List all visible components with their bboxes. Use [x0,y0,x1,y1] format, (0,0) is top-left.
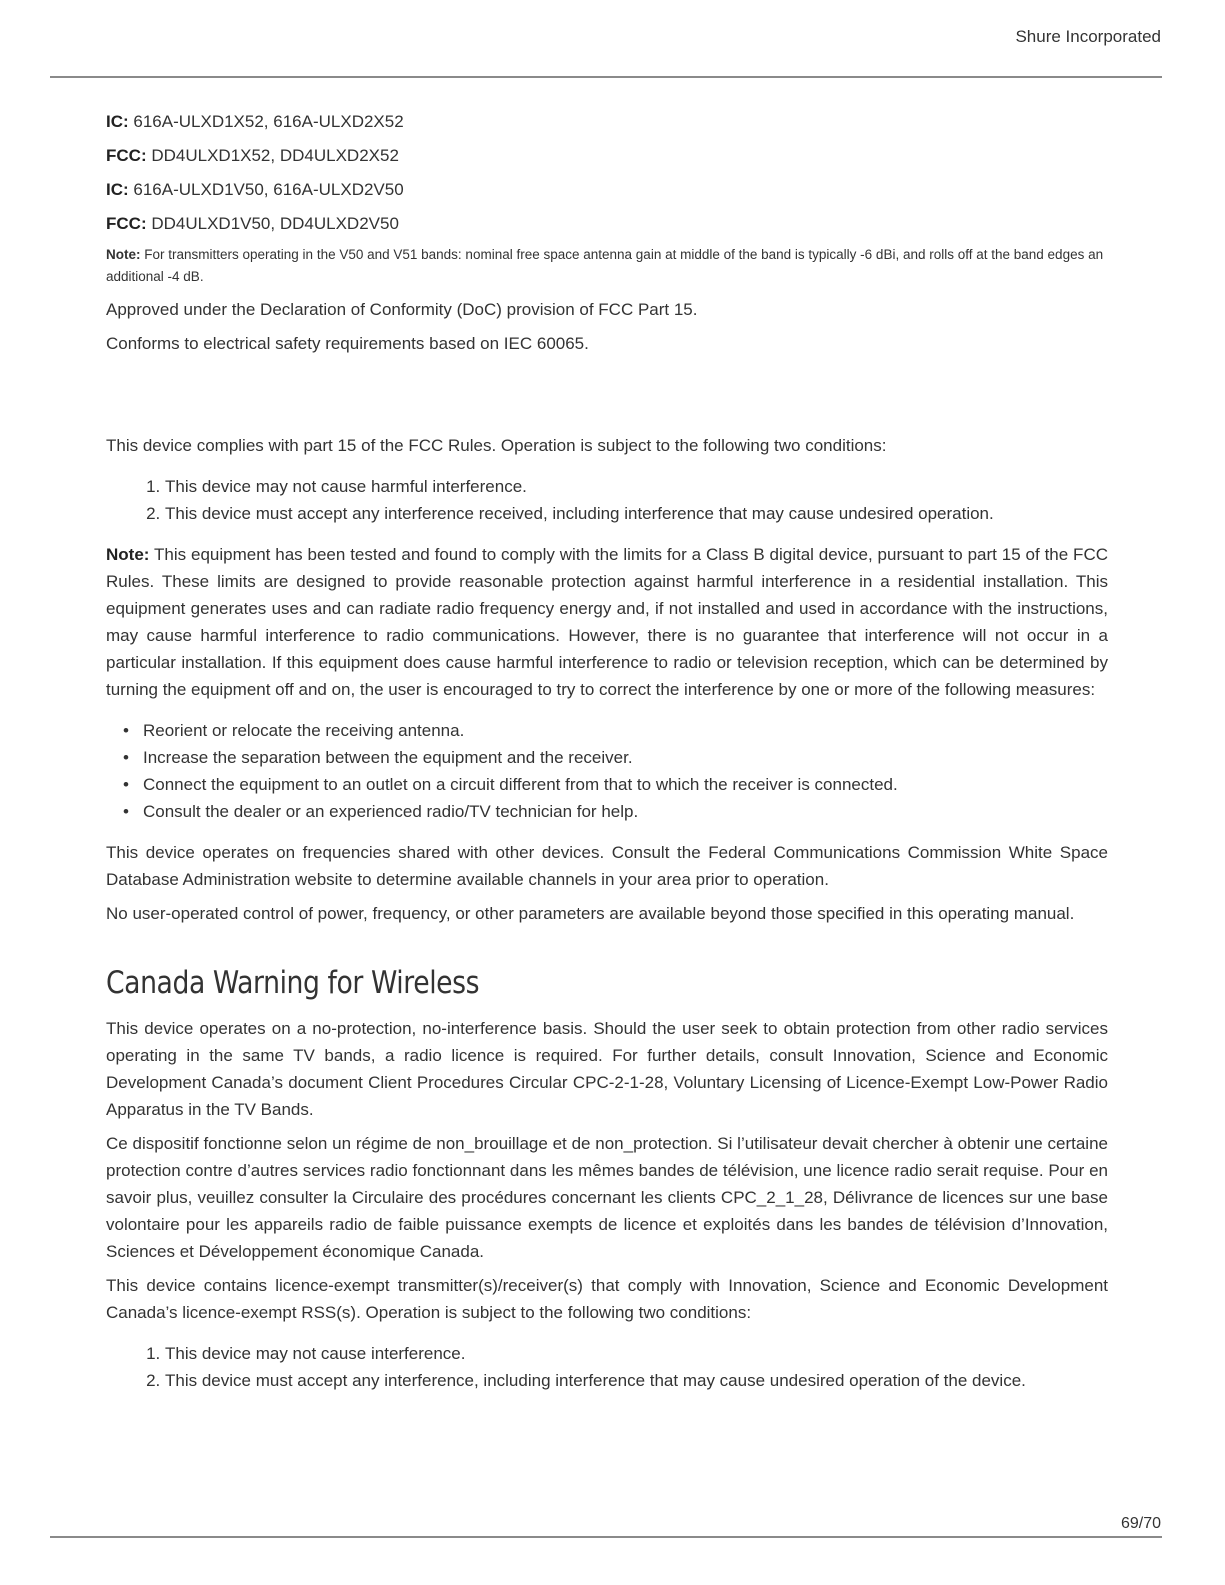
fcc-intro: This device complies with part 15 of the FCC Rules. Operation is subject to the following two conditions: [106,436,887,455]
list-item-text: Reorient or relocate the receiving antenna. [143,721,465,740]
no-user-control-notice: No user-operated control of power, frequency, or other parameters are available beyond those specified in this operating manual. [106,904,1075,923]
list-item: 1. This device may not cause harmful interference. [165,473,1108,500]
certification-label: FCC: [106,214,147,233]
bullet-icon: • [123,802,129,821]
list-item: 2. This device must accept any interference received, including interference that may cause undesired operation. [165,500,1108,527]
canada-rss-intro: This device contains licence-exempt transmitter(s)/receiver(s) that comply with Innovation, Science and Economic Development Canada’s licence-exempt RSS(s). Operation is subject to the following two conditions: [106,1276,1108,1322]
certification-value: DD4ULXD1X52, DD4ULXD2X52 [146,146,399,165]
bullet-icon: • [123,748,129,767]
certification-line [106,142,1108,169]
white-space-notice: This device operates on frequencies shared with other devices. Consult the Federal Communications Commission White Space Database Administration website to determine available channels in your area prior to operation. [106,843,1108,889]
bullet-icon: • [123,775,129,794]
fcc-class-b-note [106,541,1108,703]
certification-label: IC: [106,180,129,199]
bullet-icon: • [123,721,129,740]
canada-paragraph-fr: Ce dispositif fonctionne selon un régime de non_brouillage et de non_protection. Si l’utilisateur devait chercher à obtenir une certaine protection contre d’autres services radio fonctionnant dans les mêmes bandes de télévision, une licence radio serait requise. Pour en savoir plus, veuillez consulter la Circulaire des procédures concernant les clients CPC_2_1_28, Délivrance de licences sur une base volontaire pour les appareils radio de faible puissance exempts de licence et exploités dans les bandes de télévision d’Innovation, Sciences et Développement économique Canada. [106,1134,1108,1261]
certification-line [106,108,1108,135]
list-item-text: Increase the separation between the equipment and the receiver. [143,748,633,767]
list-item [123,744,1108,771]
note-label: Note: [106,545,150,564]
certification-line [106,210,1108,237]
approval-doc: Approved under the Declaration of Conformity (DoC) provision of FCC Part 15. [106,300,698,319]
note-text: For transmitters operating in the V50 and V51 bands: nominal free space antenna gain at middle of the band is typically -6 dBi, and rolls off at the band edges an additional -4 dB. [106,247,1104,284]
certification-list [106,108,1108,237]
company-name: Shure Incorporated [1015,27,1161,46]
list-item [123,798,1108,825]
list-item [123,771,1108,798]
list-item-text: Connect the equipment to an outlet on a circuit different from that to which the receiver is connected. [143,775,898,794]
certification-line [106,176,1108,203]
list-item: 2. This device must accept any interference, including interference that may cause undesired operation of the device. [165,1367,1108,1394]
section-heading-canada: Canada Warning for Wireless [106,965,480,1001]
antenna-note [106,244,1108,288]
page-content [106,108,1108,1408]
note-text: This equipment has been tested and found to comply with the limits for a Class B digital device, pursuant to part 15 of the FCC Rules. These limits are designed to provide reasonable protection against harmful interference in a residential installation. This equipment generates uses and can radiate radio frequency energy and, if not installed and used in accordance with the instructions, may cause harmful interference to radio communications. However, there is no guarantee that interference will not occur in a particular installation. If this equipment does cause harmful interference to radio or television reception, which can be determined by turning the equipment off and on, the user is encouraged to try to correct the interference by one or more of the following measures: [106,545,1108,699]
canada-conditions-list [106,1340,1108,1394]
approval-safety: Conforms to electrical safety requirements based on IEC 60065. [106,334,589,353]
list-item: 1. This device may not cause interference. [165,1340,1108,1367]
fcc-measures-list [106,717,1108,825]
note-label: Note: [106,247,141,262]
certification-value: 616A-ULXD1X52, 616A-ULXD2X52 [128,112,404,131]
certification-value: 616A-ULXD1V50, 616A-ULXD2V50 [128,180,404,199]
header-divider [50,76,1162,78]
canada-paragraph-en: This device operates on a no-protection, no-interference basis. Should the user seek to obtain protection from other radio services operating in the same TV bands, a radio licence is required. For further details, consult Innovation, Science and Economic Development Canada’s document Client Procedures Circular CPC-2-1-28, Voluntary Licensing of Licence-Exempt Low-Power Radio Apparatus in the TV Bands. [106,1019,1108,1119]
list-item [123,717,1108,744]
certification-value: DD4ULXD1V50, DD4ULXD2V50 [146,214,399,233]
certification-label: IC: [106,112,129,131]
fcc-conditions-list [106,473,1108,527]
footer-divider [50,1536,1162,1538]
certification-label: FCC: [106,146,147,165]
page-number: 69/70 [1120,1515,1161,1532]
list-item-text: Consult the dealer or an experienced radio/TV technician for help. [143,802,639,821]
